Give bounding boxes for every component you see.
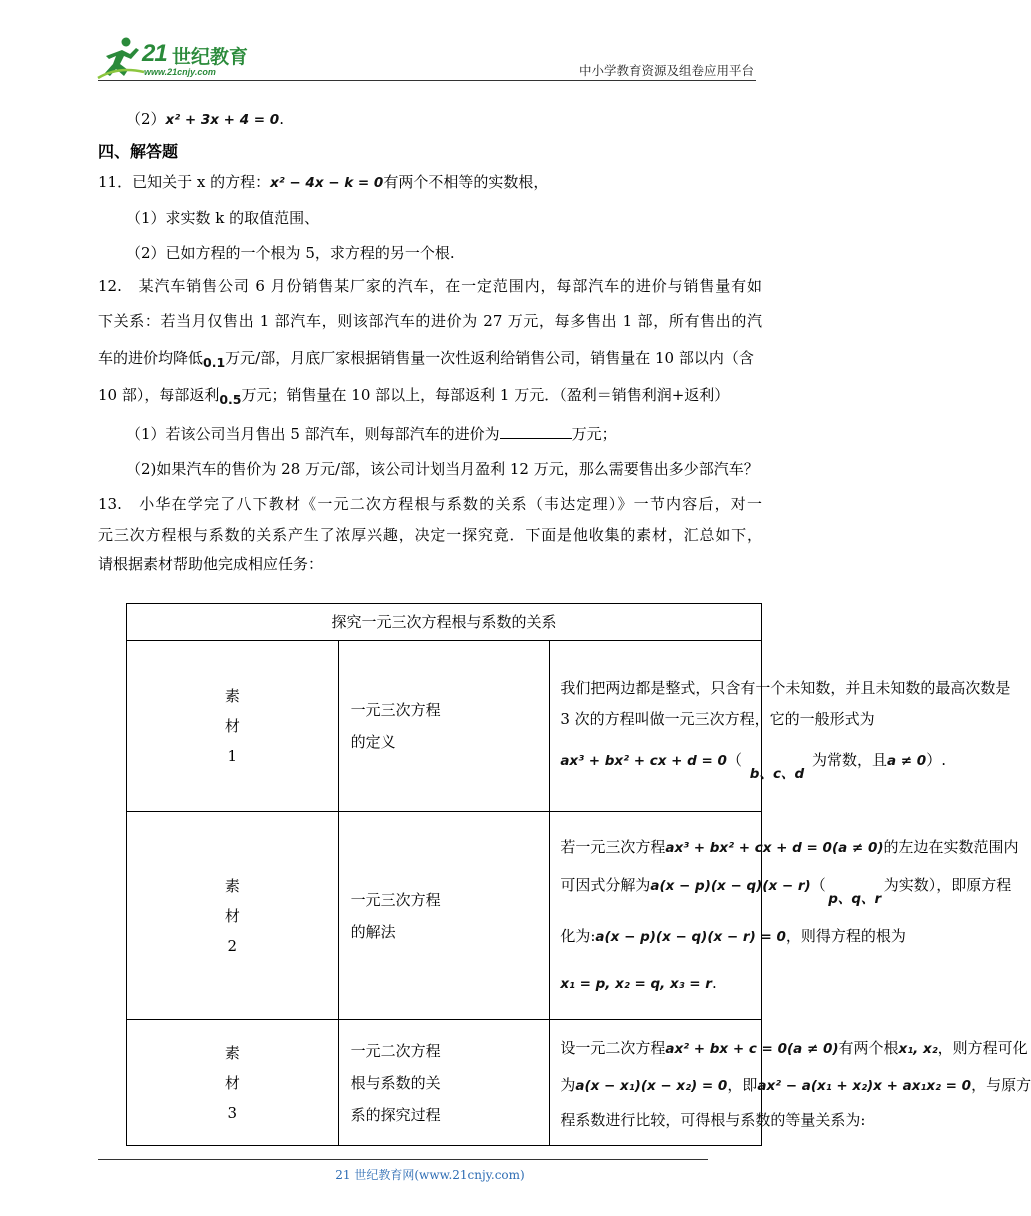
cubic-equation: ax³ + bx² + cx + d = 0(a ≠ 0) xyxy=(665,840,884,857)
q10-part2 xyxy=(98,104,762,136)
constants-stack xyxy=(742,748,812,783)
q11-stem-text: 11．已知关于 x 的方程： xyxy=(98,173,271,191)
content-text: ，即 xyxy=(727,1075,758,1094)
q12-line3 xyxy=(98,343,762,374)
q12-line3-text-end: 万元/部，月底厂家根据销售量一次性返利给销售公司，销售量在 10 部以内（含 xyxy=(225,349,754,367)
content-line xyxy=(560,743,946,782)
material-number: 2 xyxy=(227,936,238,955)
quadratic-factored: a(x − x₁)(x − x₂) = 0 xyxy=(575,1077,728,1094)
material-number: 3 xyxy=(227,1103,238,1122)
material-label-char: 材 xyxy=(224,906,240,925)
content-line: 我们把两边都是整式，只含有一个未知数，并且未知数的最高次数是 xyxy=(560,679,1011,698)
q11-stem-text-end: 有两个不相等的实数根， xyxy=(383,173,549,191)
roots: x₁ = p, x₂ = q, x₃ = r xyxy=(560,975,712,992)
q12-part1-text: （1）若该公司当月售出 5 部汽车，则每部汽车的进价为 xyxy=(126,425,500,443)
material-content xyxy=(550,1020,1031,1146)
header-divider xyxy=(98,80,756,81)
topic-line: 一元三次方程 xyxy=(350,890,441,909)
cubic-general-form: ax³ + bx² + cx + d = 0 xyxy=(560,753,727,770)
constants: b、c、d xyxy=(749,765,805,782)
topic-line: 一元三次方程 xyxy=(350,701,441,719)
material-label-char: 素 xyxy=(224,687,240,705)
content-line xyxy=(560,865,1012,907)
table-row xyxy=(127,1020,762,1146)
logo-url: www.21cnjy.com xyxy=(144,67,216,77)
q12-line2: 下关系：若当月仅售出 1 部汽车，则该部汽车的进价为 27 万元，每多售出 1 部，所有售出的汽 xyxy=(98,312,762,330)
material-label xyxy=(127,812,339,1020)
constants: p、q、r xyxy=(828,890,882,907)
topic-line: 系的探究过程 xyxy=(350,1105,441,1124)
material-topic xyxy=(338,641,550,812)
paren: （ xyxy=(726,751,742,770)
content-text: 化为: xyxy=(560,926,596,945)
quadratic-roots: x₁, x₂ xyxy=(898,1040,938,1057)
page-header xyxy=(0,0,860,82)
runner-icon xyxy=(96,36,146,80)
topic-line: 的解法 xyxy=(350,922,396,941)
content-text: 若一元三次方程 xyxy=(560,838,666,857)
table-row xyxy=(127,641,762,812)
content-text: 为实数），即原方程 xyxy=(883,876,1012,895)
content-line xyxy=(560,966,755,1001)
q11-part2: （2）已如方程的一个根为 5，求方程的另一个根. xyxy=(126,244,455,262)
document-body xyxy=(98,100,762,577)
table-row xyxy=(127,812,762,1020)
content-line xyxy=(560,919,906,954)
table-title: 探究一元三次方程根与系数的关系 xyxy=(127,604,762,641)
material-topic xyxy=(338,812,550,1020)
table-header-row xyxy=(127,604,762,641)
material-label xyxy=(127,1020,339,1146)
q10-part2-label: （2） xyxy=(126,110,166,128)
content-text: 为 xyxy=(560,1075,576,1094)
material-label-char: 素 xyxy=(224,876,240,895)
content-text: 的左边在实数范围内 xyxy=(883,838,1019,857)
factored-equation: a(x − p)(x − q)(x − r) = 0 xyxy=(595,928,786,945)
content-text: ，则得方程的根为 xyxy=(785,926,906,945)
content-line: 程系数进行比较，可得根与系数的等量关系为: xyxy=(560,1110,866,1129)
content-text: ，则方程可化 xyxy=(937,1038,1028,1057)
quadratic-equation: ax² + bx + c = 0(a ≠ 0) xyxy=(665,1040,839,1057)
q13-line1: 13. 小华在学完了八下教材《一元二次方程根与系数的关系（韦达定理）》一节内容后，对一 xyxy=(98,495,762,513)
q11-stem xyxy=(98,167,762,199)
content-line xyxy=(560,830,1019,865)
content-line: 3 次的方程叫做一元三次方程，它的一般形式为 xyxy=(560,710,875,729)
material-label-char: 材 xyxy=(224,1073,240,1092)
q12-line3-text: 车的进价均降低 xyxy=(98,349,204,367)
material-topic xyxy=(338,1020,550,1146)
constants-stack xyxy=(826,870,884,911)
material-content xyxy=(550,641,1011,812)
quadratic-expanded: ax² − a(x₁ + x₂)x + ax₁x₂ = 0 xyxy=(757,1077,972,1094)
q12-line4-text: 10 部），每部返利 xyxy=(98,386,220,404)
q12-line4 xyxy=(98,380,762,411)
q12-part2: （2)如果汽车的售价为 28 万元/部，该公司计划当月盈利 12 万元，那么需要售出多少部汽车？ xyxy=(126,460,759,478)
content-text: 设一元二次方程 xyxy=(560,1038,666,1057)
material-content xyxy=(550,812,1019,1020)
factored-form: a(x − p)(x − q)(x − r) xyxy=(650,878,811,895)
q12-part1-unit: 万元； xyxy=(571,425,617,443)
q11-part1: （1）求实数 k 的取值范围、 xyxy=(126,209,320,227)
q10-part2-equation: x² + 3x + 4 = 0 xyxy=(165,112,280,128)
content-text: ）. xyxy=(926,751,946,770)
topic-line: 根与系数的关 xyxy=(350,1073,441,1092)
content-text: . xyxy=(711,973,717,992)
platform-name: 中小学教育资源及组卷应用平台 xyxy=(578,63,754,78)
q13-line3: 请根据素材帮助他完成相应任务： xyxy=(98,555,324,573)
section-title: 四、解答题 xyxy=(98,142,179,161)
logo-number: 21 xyxy=(142,40,167,67)
material-label-char: 材 xyxy=(224,717,240,735)
content-text: ，与原方 xyxy=(971,1075,1031,1094)
content-text: 有两个根 xyxy=(838,1038,899,1057)
q11-equation: x² − 4x − k = 0 xyxy=(270,175,384,191)
q12-part1 xyxy=(98,419,762,450)
site-logo[interactable] xyxy=(96,36,256,80)
page-footer[interactable]: 21 世纪教育网(www.21cnjy.com) xyxy=(335,1168,525,1182)
material-label xyxy=(127,641,339,812)
condition: a ≠ 0 xyxy=(886,753,927,770)
topic-line: 的定义 xyxy=(350,733,396,751)
footer-divider xyxy=(98,1159,708,1160)
content-text: 可因式分解为 xyxy=(560,876,651,895)
content-line xyxy=(560,1067,1031,1104)
q12-line1: 12. 某汽车销售公司 6 月份销售某厂家的汽车，在一定范围内，每部汽车的进价与销售量有如 xyxy=(98,277,762,295)
answer-blank[interactable] xyxy=(500,420,572,439)
q12-price-drop: 0.1 xyxy=(203,355,226,370)
material-number: 1 xyxy=(227,747,238,765)
material-label-char: 素 xyxy=(224,1043,240,1062)
logo-text: 世纪教育 xyxy=(172,46,249,68)
q10-part2-end: . xyxy=(279,110,284,128)
content-line xyxy=(560,1030,1028,1067)
materials-table xyxy=(126,603,1031,1146)
q12-line4-text-end: 万元；销售量在 10 部以上，每部返利 1 万元．（盈利＝销售利润+返利） xyxy=(241,386,730,404)
content-text: 为常数，且 xyxy=(811,751,887,770)
paren: （ xyxy=(810,876,826,895)
q12-rebate: 0.5 xyxy=(219,392,242,407)
q13-line2: 元三次方程根与系数的关系产生了浓厚兴趣，决定一探究竟．下面是他收集的素材，汇总如下， xyxy=(98,526,762,544)
topic-line: 一元二次方程 xyxy=(350,1041,441,1060)
